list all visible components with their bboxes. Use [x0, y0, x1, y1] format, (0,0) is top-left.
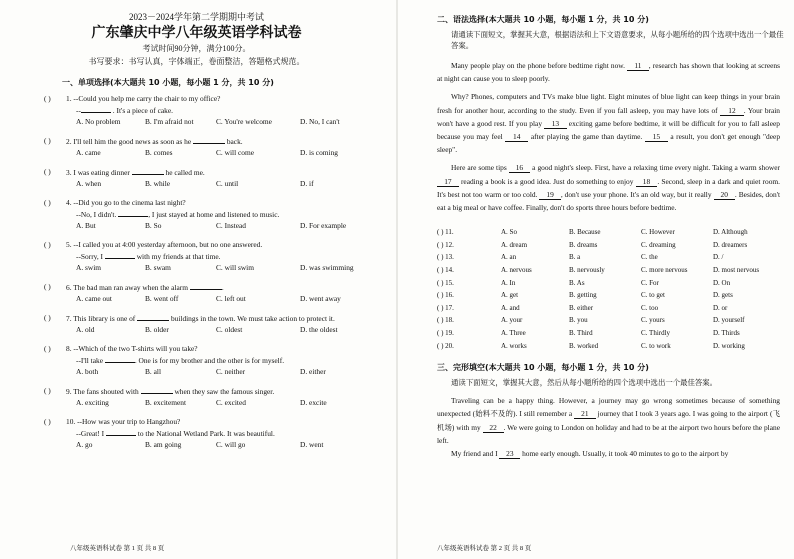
- option-a[interactable]: A. dream: [501, 240, 528, 249]
- grammar-option-row-12: [401, 239, 794, 252]
- passage-text: . Your brain won't have a good rest. If you play: [437, 105, 781, 128]
- question-options: [0, 116, 393, 127]
- section-2-instruction: 请通读下面短文，掌握其大意，根据语法和上下文语意要求，从每小题所给的四个选项中选出一个最佳答案。: [451, 30, 784, 50]
- reply-text: to the National Wetland Park. It was beautiful.: [135, 429, 275, 438]
- option-a[interactable]: A. swim: [76, 263, 102, 272]
- question-5: [0, 239, 393, 262]
- option-c[interactable]: C. oldest: [216, 325, 243, 334]
- passage-paragraph-3: [437, 161, 780, 214]
- option-c[interactable]: C. Thirdly: [641, 328, 671, 337]
- question-text: 8. --Which of the two T-shirts will you take?: [66, 344, 198, 353]
- option-number[interactable]: ( ) 14.: [437, 266, 454, 275]
- option-a[interactable]: A. came out: [76, 294, 112, 303]
- year-line: 2023－2024学年第二学期期中考试: [128, 12, 264, 22]
- option-number[interactable]: ( ) 17.: [437, 303, 454, 312]
- option-c[interactable]: C. too: [641, 303, 659, 312]
- question-options: [0, 147, 393, 158]
- question-options: [0, 324, 393, 335]
- question-text: 4. --Did you go to the cinema last night?: [66, 198, 186, 207]
- reply-text: --: [76, 106, 81, 115]
- option-b[interactable]: B. getting: [569, 291, 597, 300]
- option-c[interactable]: C. to work: [641, 341, 671, 350]
- passage-text: . We were going to London on holiday and had to be at the airport two hours before the plane left.: [437, 422, 780, 445]
- option-d[interactable]: D. /: [713, 253, 724, 262]
- grammar-option-row-19: [401, 327, 794, 340]
- option-d[interactable]: D. dreamers: [713, 240, 748, 249]
- option-d[interactable]: D. working: [713, 341, 745, 350]
- answer-blank[interactable]: [193, 135, 225, 144]
- answer-blank[interactable]: [105, 250, 135, 259]
- option-d[interactable]: D. Thirds: [713, 328, 740, 337]
- question-reply: [0, 354, 393, 366]
- blank-18[interactable]: 18: [636, 177, 658, 187]
- question-options: [0, 262, 393, 273]
- blank-23[interactable]: 23: [499, 449, 520, 459]
- cloze-paragraph-1: [437, 394, 780, 447]
- question-4: [0, 197, 393, 220]
- passage-paragraph-1: [437, 59, 780, 85]
- option-c[interactable]: C. will go: [216, 440, 246, 449]
- option-d[interactable]: D. gets: [713, 291, 733, 300]
- option-number[interactable]: ( ) 13.: [437, 253, 454, 262]
- question-list: [0, 93, 393, 450]
- option-a[interactable]: A. old: [76, 325, 95, 334]
- exam-info: 考试时间90分钟，满分100分。: [142, 44, 251, 53]
- grammar-option-row-15: [401, 277, 794, 290]
- blank-16[interactable]: 16: [509, 163, 530, 173]
- option-a[interactable]: A. an: [501, 253, 517, 262]
- answer-paren[interactable]: ( ): [44, 198, 51, 207]
- option-d[interactable]: D. For example: [300, 221, 347, 230]
- option-a[interactable]: A. exciting: [76, 398, 109, 407]
- answer-paren[interactable]: ( ): [44, 167, 51, 176]
- passage-text: a good night's sleep. First, have a relaxing time every night. Taking a warm shower: [530, 163, 780, 173]
- question-text: 1. --Could you help me carry the chair to my office?: [66, 94, 221, 103]
- question-text: 2. I'll tell him the good news as soon as he: [66, 137, 193, 146]
- option-a[interactable]: A. So: [501, 228, 517, 237]
- passage-text: Why? Phones, computers and TVs make blue light. Eight minutes of blue light can keep things in your brain fresh for another hour, according to the study. Even if you fall asleep, you may have lots of: [437, 92, 780, 115]
- question-text: he called me.: [163, 168, 205, 177]
- option-b[interactable]: B. nervously: [569, 266, 605, 275]
- answer-blank[interactable]: [106, 427, 136, 436]
- question-stem: [0, 197, 393, 208]
- grammar-option-row-20: [401, 340, 794, 353]
- answer-blank[interactable]: [118, 208, 148, 217]
- option-number[interactable]: ( ) 18.: [437, 316, 454, 325]
- question-text: buildings in the town. We must take action to protect it.: [169, 314, 335, 323]
- passage-text: , research has shown that looking at screens at night can cause you to sleep poorly.: [437, 61, 781, 84]
- exam-page-2: [401, 0, 794, 559]
- question-reply: [0, 208, 393, 220]
- option-a[interactable]: A. came: [76, 148, 101, 157]
- section-2-heading: 二、语法选择(本大题共 10 小题，每小题 1 分，共 10 分): [437, 15, 649, 24]
- passage-text: journey that I took 3 years ago. I was going to the airport (飞机场) with my: [437, 409, 781, 432]
- option-d[interactable]: D. went away: [300, 294, 341, 303]
- question-stem: [0, 135, 393, 147]
- question-1: [0, 93, 393, 116]
- blank-13[interactable]: 13: [544, 119, 566, 129]
- question-6: [0, 281, 393, 293]
- question-2: [0, 135, 393, 147]
- answer-paren[interactable]: ( ): [44, 344, 51, 353]
- option-c[interactable]: C. will come: [216, 148, 254, 157]
- answer-paren[interactable]: ( ): [44, 313, 51, 322]
- option-number[interactable]: ( ) 19.: [437, 328, 454, 337]
- blank-15[interactable]: 15: [645, 132, 668, 142]
- question-reply: [0, 427, 393, 439]
- option-b[interactable]: B. while: [145, 179, 171, 188]
- page-1-footer: 八年级英语科试卷 第 1 页 共 8 页: [70, 545, 165, 552]
- answer-paren[interactable]: ( ): [44, 136, 51, 145]
- answer-blank[interactable]: [190, 281, 222, 290]
- option-c[interactable]: C. to get: [641, 291, 665, 300]
- question-stem: [0, 239, 393, 250]
- option-d[interactable]: D. On: [713, 278, 731, 287]
- option-c[interactable]: C. For: [641, 278, 659, 287]
- option-c[interactable]: C. yours: [641, 316, 665, 325]
- passage-text: a result, you don't get enough "deep sleep".: [437, 132, 781, 155]
- passage-text: home early enough. Usually, it took 40 minutes to go to the airport by: [520, 448, 729, 458]
- option-number[interactable]: ( ) 11.: [437, 228, 454, 237]
- question-7: [0, 312, 393, 324]
- question-text: back.: [224, 137, 243, 146]
- grammar-option-row-16: [401, 289, 794, 302]
- option-d[interactable]: D. yourself: [713, 316, 745, 325]
- section-3-heading: 三、完形填空(本大题共 10 小题，每小题 1 分，共 10 分): [437, 363, 649, 373]
- question-text: 3. I was eating dinner: [66, 168, 132, 177]
- passage-text: exciting game before bedtime, it will be difficult for you to fall asleep because you may feel: [437, 118, 780, 142]
- option-b[interactable]: B. Because: [569, 228, 601, 237]
- option-b[interactable]: B. went off: [145, 294, 179, 303]
- indent: [437, 61, 451, 70]
- option-a[interactable]: A. No problem: [76, 117, 121, 126]
- option-d[interactable]: D. Although: [713, 228, 748, 237]
- indent: [437, 163, 451, 172]
- grammar-option-row-18: [401, 314, 794, 327]
- option-c[interactable]: C. the: [641, 253, 658, 262]
- option-a[interactable]: A. both: [76, 367, 99, 376]
- option-a[interactable]: A. go: [76, 440, 93, 449]
- option-b[interactable]: B. older: [145, 325, 169, 334]
- answer-blank[interactable]: [132, 166, 164, 175]
- answer-paren[interactable]: ( ): [44, 417, 51, 426]
- reply-text: --Sorry, I: [76, 252, 105, 261]
- option-d[interactable]: D. the oldest: [300, 325, 338, 334]
- question-options: [0, 293, 393, 304]
- reply-text: . It's a piece of cake.: [110, 106, 174, 115]
- blank-20[interactable]: 20: [714, 190, 735, 200]
- option-b[interactable]: B. excitement: [145, 398, 187, 407]
- option-d[interactable]: D. went: [300, 440, 324, 449]
- question-text: 7. This library is one of: [66, 314, 138, 323]
- option-a[interactable]: A. your: [501, 316, 523, 325]
- question-stem: [0, 385, 393, 397]
- option-b[interactable]: B. am going: [145, 440, 182, 449]
- question-text: 10. --How was your trip to Hangzhou?: [66, 417, 181, 426]
- question-text: 9. The fans shouted with: [66, 387, 141, 396]
- section-3-instruction: 通读下面短文，掌握其大意，然后从每小题所给的四个选项中选出一个最佳答案。: [451, 378, 718, 388]
- question-10: [0, 416, 393, 439]
- option-d[interactable]: D. most nervous: [713, 266, 760, 275]
- question-text: 6. The bad man ran away when the alarm: [66, 283, 190, 292]
- question-options: [0, 220, 393, 231]
- option-b[interactable]: B. I'm afraid not: [145, 117, 194, 126]
- option-a[interactable]: A. get: [501, 291, 519, 300]
- reply-text: --Great! I: [76, 429, 106, 438]
- answer-paren[interactable]: ( ): [44, 240, 51, 249]
- grammar-option-row-17: [401, 302, 794, 315]
- option-b[interactable]: B. dreams: [569, 240, 598, 249]
- answer-blank[interactable]: [81, 104, 111, 113]
- passage-text: Traveling can be a happy thing. However, a journey may go wrong sometimes because of something unexpected (始料不及的). I still remember a: [437, 396, 780, 419]
- question-stem: [0, 312, 393, 324]
- passage-text: , don't use your phone. It's an old way, but it really: [560, 189, 714, 199]
- answer-blank[interactable]: [105, 354, 135, 363]
- blank-14[interactable]: 14: [505, 132, 528, 142]
- question-9: [0, 385, 393, 397]
- option-d[interactable]: D. is coming: [300, 148, 338, 157]
- option-c[interactable]: C. Instead: [216, 221, 246, 230]
- indent: [437, 449, 451, 458]
- page-2-footer: 八年级英语科试卷 第 2 页 共 8 页: [437, 545, 532, 552]
- question-options: [0, 366, 393, 377]
- passage-paragraph-2: [437, 90, 780, 156]
- passage-text: reading a book is a good idea. Just do something to enjoy: [458, 176, 636, 186]
- option-b[interactable]: B. worked: [569, 341, 599, 350]
- reply-text: . One is for my brother and the other is for myself.: [134, 356, 285, 365]
- option-b[interactable]: B. a: [569, 253, 581, 262]
- option-number[interactable]: ( ) 15.: [437, 278, 454, 287]
- page-fold: [396, 0, 398, 559]
- passage-text: . Second, sleep in a dark and quiet room. It's best not too warm or too cold.: [437, 176, 780, 199]
- option-c[interactable]: C. However: [641, 228, 675, 237]
- option-b[interactable]: B. So: [145, 221, 162, 230]
- question-text: 5. --I called you at 4:00 yesterday afternoon, but no one answered.: [66, 240, 263, 249]
- reply-text: , I just stayed at home and listened to music.: [148, 210, 280, 219]
- question-text: when they saw the famous singer.: [172, 387, 275, 396]
- blank-19[interactable]: 19: [539, 190, 560, 200]
- section-1-heading: 一、单项选择(本大题共 10 小题，每小题 1 分，共 10 分): [62, 78, 274, 87]
- question-options: [0, 178, 393, 189]
- passage-text: My friend and I: [451, 448, 500, 458]
- answer-paren[interactable]: ( ): [44, 282, 51, 291]
- option-number[interactable]: ( ) 16.: [437, 291, 454, 300]
- question-text: .: [221, 283, 224, 292]
- grammar-options-list: [401, 226, 794, 352]
- passage-text: after playing the game than daytime.: [528, 132, 645, 142]
- passage-text: Many people play on the phone before bedtime right now.: [451, 61, 628, 70]
- question-reply: [0, 104, 393, 116]
- option-c[interactable]: C. You're welcome: [216, 117, 272, 126]
- blank-11[interactable]: 11: [627, 61, 649, 71]
- passage-text: Here are some tips: [451, 163, 509, 173]
- exam-title: 广东肇庆中学八年级英语学科试卷: [91, 25, 302, 41]
- grammar-option-row-14: [401, 264, 794, 277]
- option-c[interactable]: C. more nervous: [641, 266, 688, 275]
- option-c[interactable]: C. neither: [216, 367, 246, 376]
- exam-page-1: [0, 0, 393, 559]
- option-c[interactable]: C. excited: [216, 398, 246, 407]
- option-b[interactable]: B. swam: [145, 263, 171, 272]
- grammar-option-row-13: [401, 251, 794, 264]
- option-c[interactable]: C. dreaming: [641, 240, 676, 249]
- reply-text: with my friends at that time.: [134, 252, 221, 261]
- answer-paren[interactable]: ( ): [44, 94, 51, 103]
- option-d[interactable]: D. either: [300, 367, 326, 376]
- option-a[interactable]: A. But: [76, 221, 96, 230]
- option-a[interactable]: A. works: [501, 341, 527, 350]
- option-b[interactable]: B. As: [569, 278, 585, 287]
- cloze-paragraph-2: [437, 447, 780, 460]
- option-b[interactable]: B. Third: [569, 328, 593, 337]
- option-b[interactable]: B. you: [569, 316, 588, 325]
- question-3: [0, 166, 393, 178]
- option-b[interactable]: B. either: [569, 303, 594, 312]
- indent: [437, 92, 451, 101]
- option-a[interactable]: A. and: [501, 303, 520, 312]
- answer-paren[interactable]: ( ): [44, 386, 51, 395]
- question-stem: [0, 93, 393, 104]
- passage-text: . Besides, don't eat a big meal or have coffee. Finally, don't do sports three hours before bedtime.: [437, 189, 781, 213]
- blank-12[interactable]: 12: [720, 106, 744, 116]
- blank-21[interactable]: 21: [574, 409, 595, 419]
- blank-17[interactable]: 17: [437, 177, 459, 187]
- question-stem: [0, 281, 393, 293]
- option-d[interactable]: D. was swimming: [300, 263, 354, 272]
- reply-text: --No, I didn't.: [76, 210, 119, 219]
- question-stem: [0, 416, 393, 427]
- option-d[interactable]: D. excite: [300, 398, 327, 407]
- option-a[interactable]: A. Three: [501, 328, 526, 337]
- option-c[interactable]: C. until: [216, 179, 239, 188]
- reply-text: --I'll take: [76, 356, 105, 365]
- question-options: [0, 397, 393, 408]
- answer-blank[interactable]: [141, 385, 173, 394]
- indent: [437, 396, 451, 405]
- option-a[interactable]: A. In: [501, 278, 516, 287]
- question-options: [0, 439, 393, 450]
- question-stem: [0, 343, 393, 354]
- option-c[interactable]: C. left out: [216, 294, 246, 303]
- blank-22[interactable]: 22: [483, 423, 504, 433]
- question-stem: [0, 166, 393, 178]
- option-b[interactable]: B. all: [145, 367, 162, 376]
- option-b[interactable]: B. comes: [145, 148, 173, 157]
- question-8: [0, 343, 393, 366]
- option-number[interactable]: ( ) 12.: [437, 240, 454, 249]
- option-d[interactable]: D. No, I can't: [300, 117, 340, 126]
- option-c[interactable]: C. will swim: [216, 263, 254, 272]
- option-number[interactable]: ( ) 20.: [437, 341, 454, 350]
- option-a[interactable]: A. when: [76, 179, 102, 188]
- answer-blank[interactable]: [137, 312, 169, 321]
- grammar-option-row-11: [401, 226, 794, 239]
- question-reply: [0, 250, 393, 262]
- writing-requirements: 书写要求：书写认真，字体端正，卷面整洁，答题格式规范。: [88, 57, 305, 66]
- option-d[interactable]: D. if: [300, 179, 314, 188]
- option-d[interactable]: D. or: [713, 303, 728, 312]
- option-a[interactable]: A. nervous: [501, 266, 532, 275]
